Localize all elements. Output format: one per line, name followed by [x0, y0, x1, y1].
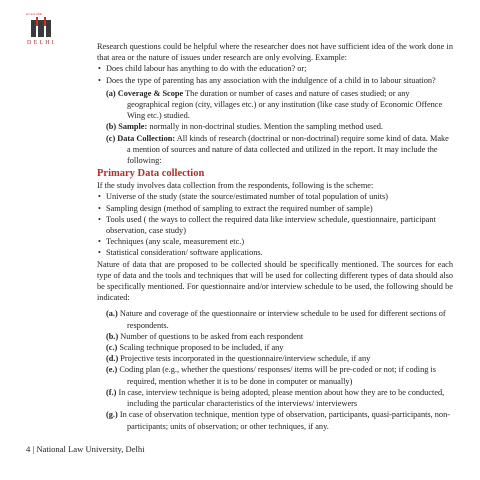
- intro-paragraph: Research questions could be helpful where the researcher does not have sufficient idea of the work done in that area or the nature of issues under research are only evolving. Example:: [97, 42, 453, 63]
- list-item: [97, 88, 453, 122]
- list-item: • Does the type of parenting has any association with the indulgence of a child in to labour situation?: [97, 75, 453, 86]
- point-text: normally in non-doctrinal studies. Mention the sampling method used.: [147, 122, 384, 132]
- item-label: (e.): [106, 365, 118, 375]
- item-text: Scaling technique proposed to be included, if any: [117, 343, 284, 353]
- list-item: [97, 308, 453, 330]
- item-label: (c.): [106, 343, 118, 353]
- list-item: • Tools used ( the ways to collect the required data like interview schedule, questionnaire, participant observation, case study): [97, 214, 453, 236]
- list-item: • Universe of the study (state the source/estimated number of total population of units): [97, 191, 453, 202]
- section-bullet-list: [97, 191, 453, 258]
- point-label: (a) Coverage & Scope: [106, 88, 184, 98]
- point-label: (c) Data Collection:: [106, 133, 176, 143]
- logo-emblem-icon: [31, 17, 51, 39]
- intro-bullet-list: [97, 63, 453, 85]
- list-item: [97, 387, 453, 409]
- list-item: [97, 409, 453, 431]
- points-list: [97, 88, 453, 166]
- item-text: Nature and coverage of the questionnaire or interview schedule to be used for different sections of respondents.: [117, 309, 446, 330]
- list-item: • Techniques (any scale, measurement etc.): [97, 236, 453, 247]
- item-label: (f.): [106, 387, 117, 397]
- logo-word: DELHI: [27, 40, 56, 46]
- item-text: Projective tests incorporated in the questionnaire/interview schedule, if any: [118, 354, 371, 364]
- list-item: [97, 331, 453, 342]
- item-text: In case of observation technique, mention type of observation, participants, quasi-participants, non-participants; units of observation; or other techniques, if any.: [117, 410, 450, 431]
- section-heading: Primary Data collection: [97, 168, 205, 180]
- list-item: [97, 121, 453, 132]
- point-text: All kinds of research (doctrinal or non-doctrinal) require some kind of data. Make a mention of sources and nature of data collected and utilized in the report. It may include the following:: [127, 133, 449, 166]
- university-logo: [26, 12, 56, 50]
- point-text: The duration or number of cases and nature of cases studied; or any geographical region (city, villages etc.) or any institution (like case study of Economic Offence Wing etc.) studied.: [127, 88, 443, 121]
- page-footer: 4 | National Law University, Delhi: [26, 444, 145, 454]
- item-label: (g.): [106, 410, 118, 420]
- section-lead: If the study involves data collection from the respondents, following is the scheme:: [97, 181, 374, 191]
- item-label: (d.): [106, 354, 119, 364]
- document-body: [97, 41, 453, 432]
- list-item: [97, 364, 453, 386]
- list-item: • Does child labour has anything to do with the education? or;: [97, 63, 453, 74]
- list-item: • Statistical consideration/ software applications.: [97, 247, 453, 258]
- list-item: [97, 353, 453, 364]
- item-text: In case, interview technique is being adopted, please mention about how they are to be conducted, including the particular characteristics of the interviews/ interviewers: [116, 387, 445, 409]
- list-item: • Sampling design (method of sampling to extract the required number of sample): [97, 203, 453, 214]
- item-label: (b.): [106, 331, 119, 341]
- nature-paragraph: Nature of data that are proposed to be collected should be specifically mentioned. The sources for each type of data and the tools and techniques that will be used for collecting different types of data should also be specifically mentioned. For questionnaire and/or interview schedule to be used, the following should be indicated:: [97, 259, 453, 303]
- items-list: [97, 308, 453, 431]
- logo-tagline: ज्ञान-कला-प्रतिष्ठा: [26, 13, 43, 16]
- point-label: (b) Sample:: [106, 122, 148, 132]
- item-text: Coding plan (e.g., whether the questions/ responses/ items will be pre-coded or not; if coding is required, mention whether it is to be done in computer or manually): [117, 365, 436, 386]
- item-text: Number of questions to be asked from each respondent: [118, 331, 304, 341]
- list-item: [97, 133, 453, 167]
- item-label: (a.): [106, 309, 118, 319]
- list-item: [97, 342, 453, 353]
